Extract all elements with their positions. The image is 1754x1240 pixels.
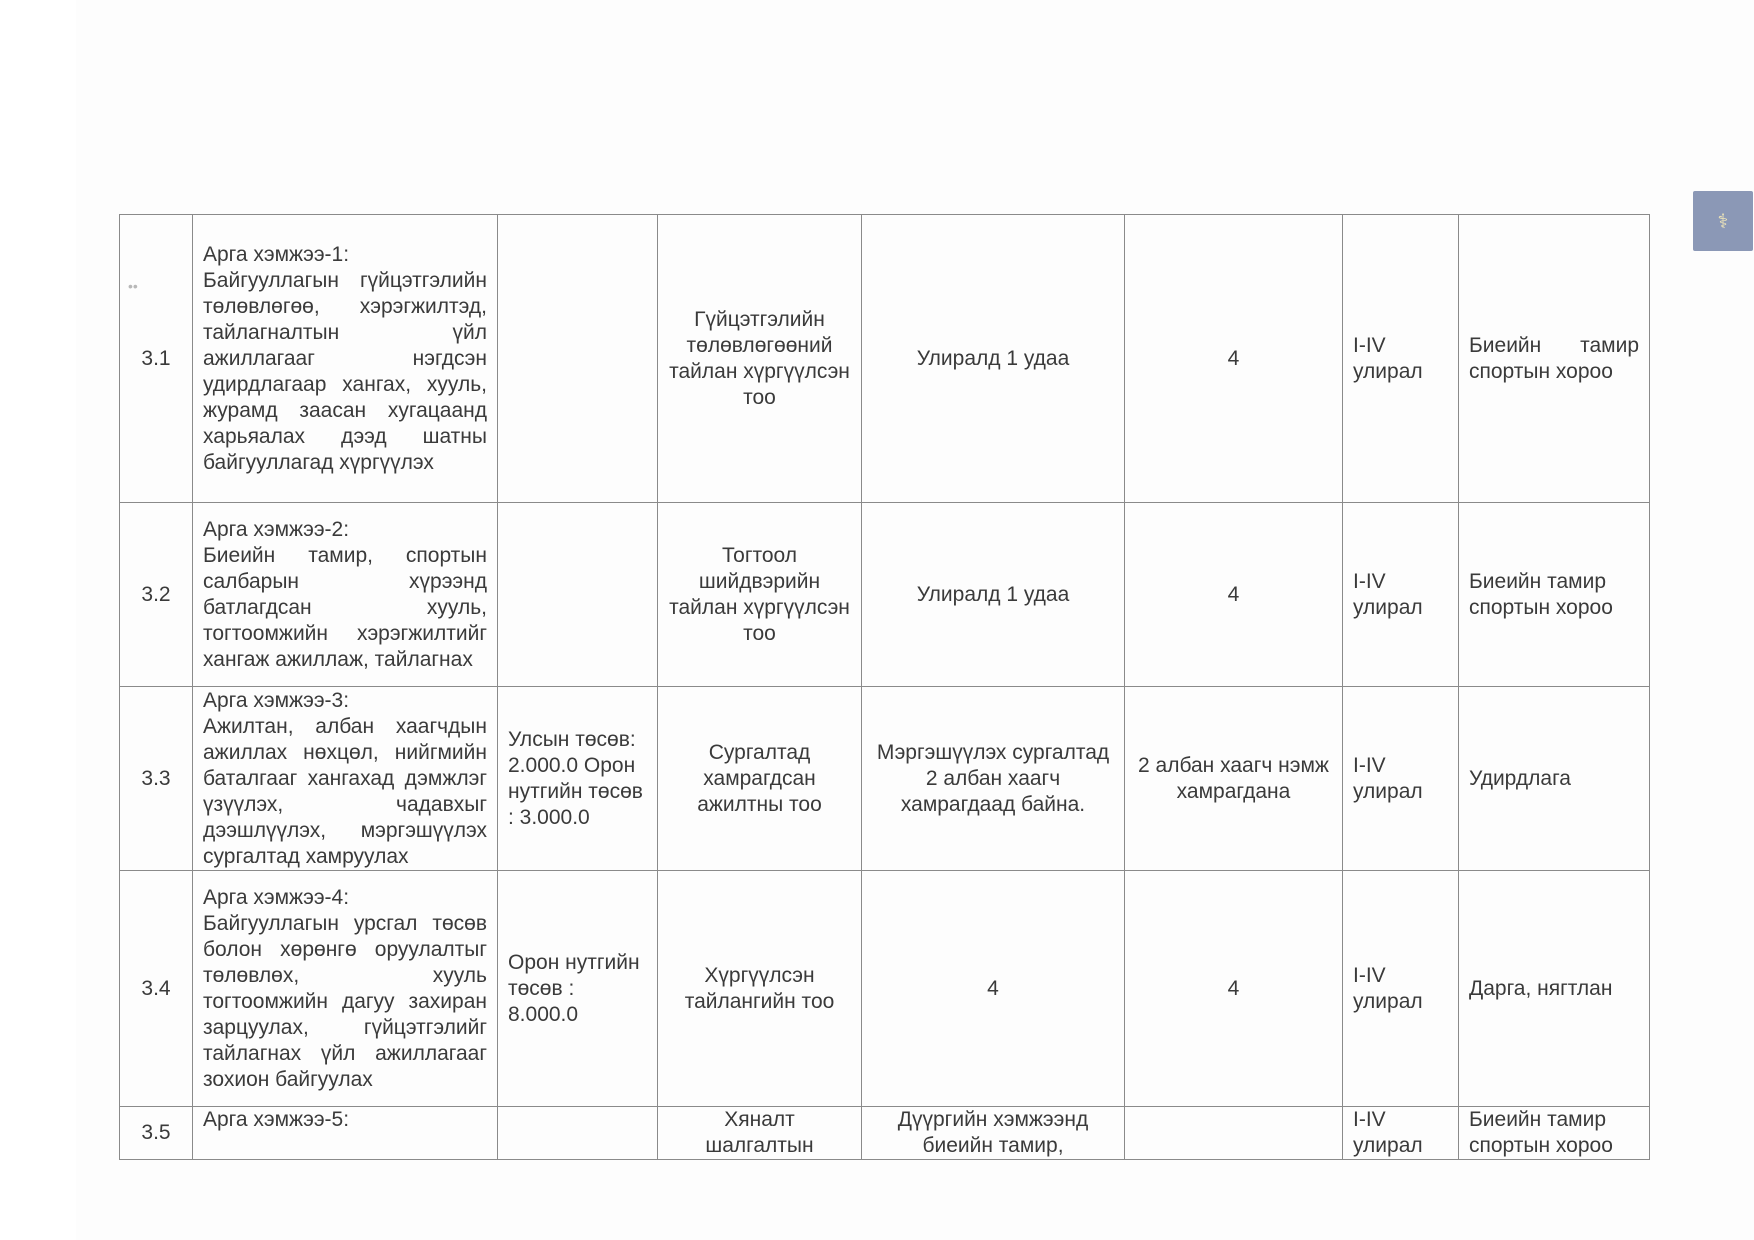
scan-margin: [0, 0, 76, 1240]
activity-description: Байгууллагын гүйцэтгэлийн төлөвлөгөө, хэрэгжилтэд, тайлагналтын үйл ажиллагааг нэгдсэн удирдлагаар хангах, хууль, журамд заасан хугацаанд харьяалах дээд шатны байгууллагад хүргүүлэх: [203, 268, 487, 474]
state-emblem-icon: ⚕: [1693, 191, 1753, 251]
responsible-cell: Биеийн тамир спортын хороо: [1459, 1107, 1650, 1160]
target-cell: 4: [1125, 871, 1343, 1107]
baseline-cell: 4: [862, 871, 1125, 1107]
baseline-cell: Мэргэшүүлэх сургалтад 2 албан хаагч хамрагдаад байна.: [862, 687, 1125, 871]
period-cell: I-IV улирал: [1343, 871, 1459, 1107]
budget-cell: Улсын төсөв: 2.000.0 Орон нутгийн төсөв : 3.000.0: [498, 687, 658, 871]
scan-mark: ••: [128, 278, 138, 294]
table-row: [120, 215, 1650, 503]
budget-cell: Орон нутгийн төсөв : 8.000.0: [498, 871, 658, 1107]
activity-description: Байгууллагын урсгал төсөв болон хөрөнгө оруулалтыг төлөвлөх, хууль тогтоомжийн дагуу захиран зарцуулах, гүйцэтгэлийг тайлагнах үйл ажиллагааг зохион байгуулах: [203, 911, 487, 1091]
activity-cell: [193, 503, 498, 687]
period-cell: I-IV улирал: [1343, 215, 1459, 503]
indicator-cell: Хүргүүлсэн тайлангийн тоо: [658, 871, 862, 1107]
responsible-cell: Дарга, нягтлан: [1459, 871, 1650, 1107]
action-plan-table: [119, 214, 1650, 1160]
activity-cell: [193, 215, 498, 503]
indicator-cell: Сургалтад хамрагдсан ажилтны тоо: [658, 687, 862, 871]
activity-cell: [193, 871, 498, 1107]
period-cell: I-IV улирал: [1343, 503, 1459, 687]
target-cell: 4: [1125, 215, 1343, 503]
baseline-cell: Дүүргийн хэмжээнд биеийн тамир,: [862, 1107, 1125, 1160]
activity-description: Ажилтан, албан хаагчдын ажиллах нөхцөл, нийгмийн баталгааг хангахад дэмжлэг үзүүлэх, чадавхыг дээшлүүлэх, мэргэшүүлэх сургалтад хамруулах: [203, 714, 487, 868]
activity-description: Биеийн тамир, спортын салбарын хүрээнд батлагдсан хууль, тогтоомжийн хэрэгжилтийг хангаж ажиллаж, тайлагнах: [203, 543, 487, 671]
budget-cell: [498, 503, 658, 687]
activity-heading: Арга хэмжээ-2:: [203, 517, 350, 541]
table-row: [120, 871, 1650, 1107]
indicator-cell: Хяналт шалгалтын: [658, 1107, 862, 1160]
budget-cell: [498, 1107, 658, 1160]
row-number: 3.3: [120, 687, 193, 871]
responsible-cell: Биеийн тамир спортын хороо: [1459, 215, 1650, 503]
table-row: [120, 1107, 1650, 1160]
row-number: 3.2: [120, 503, 193, 687]
indicator-cell: Тогтоол шийдвэрийн тайлан хүргүүлсэн тоо: [658, 503, 862, 687]
row-number: 3.5: [120, 1107, 193, 1160]
baseline-cell: Улиралд 1 удаа: [862, 215, 1125, 503]
activity-heading: Арга хэмжээ-4:: [203, 885, 350, 909]
budget-cell: [498, 215, 658, 503]
target-cell: 2 албан хаагч нэмж хамрагдана: [1125, 687, 1343, 871]
responsible-cell: Удирдлага: [1459, 687, 1650, 871]
indicator-cell: Гүйцэтгэлийн төлөвлөгөөний тайлан хүргүүлсэн тоо: [658, 215, 862, 503]
responsible-cell: Биеийн тамир спортын хороо: [1459, 503, 1650, 687]
row-number: 3.4: [120, 871, 193, 1107]
activity-heading: Арга хэмжээ-3:: [203, 688, 350, 712]
period-cell: I-IV улирал: [1343, 687, 1459, 871]
activity-heading: Арга хэмжээ-5:: [203, 1108, 350, 1131]
baseline-cell: Улиралд 1 удаа: [862, 503, 1125, 687]
activity-cell: [193, 687, 498, 871]
target-cell: 4: [1125, 503, 1343, 687]
activity-cell: [193, 1107, 498, 1160]
table-row: [120, 687, 1650, 871]
period-cell: I-IV улирал: [1343, 1107, 1459, 1160]
table-row: [120, 503, 1650, 687]
target-cell: [1125, 1107, 1343, 1160]
row-number: 3.1: [120, 215, 193, 503]
activity-heading: Арга хэмжээ-1:: [203, 242, 350, 266]
